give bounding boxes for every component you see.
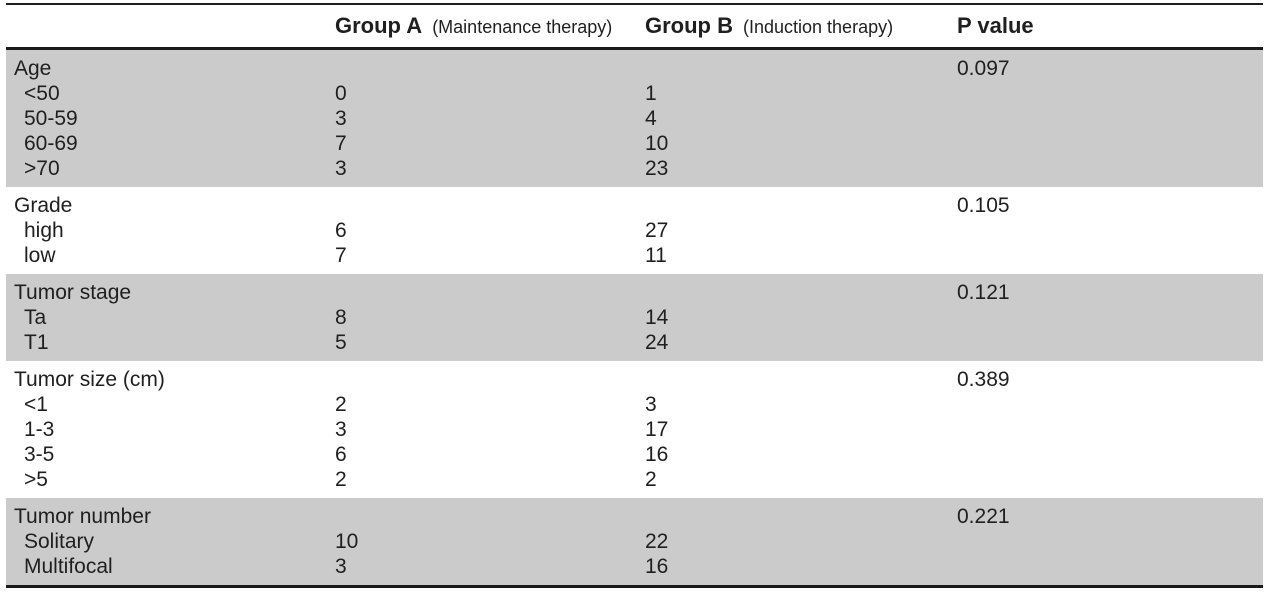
row-label: T1 — [24, 331, 49, 354]
group-b-value: 27 — [645, 219, 669, 242]
p-value-label: P value — [957, 13, 1034, 38]
table-section-grade — [6, 187, 1263, 274]
column-header-p-value — [957, 13, 1263, 39]
group-b-value: 3 — [645, 393, 657, 416]
row-label: 3-5 — [24, 443, 55, 466]
table-row — [6, 106, 1263, 131]
column-header-group-b — [645, 13, 957, 39]
group-b-value: 23 — [645, 157, 669, 180]
group-b-value: 24 — [645, 331, 669, 354]
group-b-value: 16 — [645, 443, 669, 466]
table-section-age — [6, 50, 1263, 187]
p-value: 0.121 — [957, 281, 1010, 304]
row-label: high — [24, 219, 64, 242]
group-a-value: 3 — [335, 107, 347, 130]
table-body — [6, 50, 1263, 585]
row-label: low — [24, 244, 56, 267]
group-a-value: 2 — [335, 393, 347, 416]
group-a-value: 8 — [335, 306, 347, 329]
row-label: <1 — [24, 393, 48, 416]
group-a-value: 3 — [335, 418, 347, 441]
section-label: Tumor number — [14, 505, 151, 528]
group-a-value: 7 — [335, 132, 347, 155]
baseline-characteristics-table — [6, 3, 1263, 588]
section-header-row — [6, 504, 1263, 529]
group-b-value: 14 — [645, 306, 669, 329]
group-a-value: 6 — [335, 219, 347, 242]
section-header-row — [6, 193, 1263, 218]
group-a-label: Group A — [335, 13, 423, 38]
group-b-value: 4 — [645, 107, 657, 130]
group-b-value: 1 — [645, 82, 657, 105]
row-label: >5 — [24, 468, 48, 491]
row-label: 50-59 — [24, 107, 78, 130]
table-row — [6, 156, 1263, 181]
table-section-tumor-stage — [6, 274, 1263, 361]
section-header-row — [6, 280, 1263, 305]
table-section-tumor-number — [6, 498, 1263, 585]
row-label: <50 — [24, 82, 60, 105]
section-label: Age — [14, 57, 52, 80]
p-value: 0.221 — [957, 505, 1010, 528]
row-label: Solitary — [24, 530, 95, 553]
table-row — [6, 529, 1263, 554]
group-b-value: 17 — [645, 418, 669, 441]
table-row — [6, 554, 1263, 579]
p-value: 0.389 — [957, 368, 1010, 391]
p-value: 0.105 — [957, 194, 1010, 217]
row-label: 1-3 — [24, 418, 55, 441]
group-b-value: 2 — [645, 468, 657, 491]
table-row — [6, 467, 1263, 492]
table-row — [6, 417, 1263, 442]
group-a-value: 2 — [335, 468, 347, 491]
section-label: Grade — [14, 194, 73, 217]
group-a-value: 0 — [335, 82, 347, 105]
row-label: Ta — [24, 306, 47, 329]
row-label: >70 — [24, 157, 60, 180]
group-a-value: 3 — [335, 555, 347, 578]
group-a-value: 3 — [335, 157, 347, 180]
group-a-value: 7 — [335, 244, 347, 267]
table-row — [6, 81, 1263, 106]
group-a-sublabel: (Maintenance therapy) — [432, 17, 613, 37]
table-section-tumor-size-cm — [6, 361, 1263, 498]
group-b-label: Group B — [645, 13, 733, 38]
group-b-value: 16 — [645, 555, 669, 578]
section-label: Tumor stage — [14, 281, 132, 304]
table-row — [6, 330, 1263, 355]
row-label: Multifocal — [24, 555, 113, 578]
column-header-group-a — [335, 13, 645, 39]
table-bottom-rule — [6, 585, 1263, 588]
section-header-row — [6, 367, 1263, 392]
section-label: Tumor size (cm) — [14, 368, 165, 391]
table-row — [6, 442, 1263, 467]
group-a-value: 6 — [335, 443, 347, 466]
group-b-sublabel: (Induction therapy) — [743, 17, 894, 37]
table-row — [6, 305, 1263, 330]
group-b-value: 22 — [645, 530, 669, 553]
group-a-value: 10 — [335, 530, 359, 553]
table-row — [6, 243, 1263, 268]
section-header-row — [6, 56, 1263, 81]
table-header-row — [6, 5, 1263, 47]
group-b-value: 11 — [645, 244, 667, 267]
table-row — [6, 131, 1263, 156]
group-b-value: 10 — [645, 132, 669, 155]
table-row — [6, 392, 1263, 417]
group-a-value: 5 — [335, 331, 347, 354]
row-label: 60-69 — [24, 132, 78, 155]
table-row — [6, 218, 1263, 243]
p-value: 0.097 — [957, 57, 1010, 80]
